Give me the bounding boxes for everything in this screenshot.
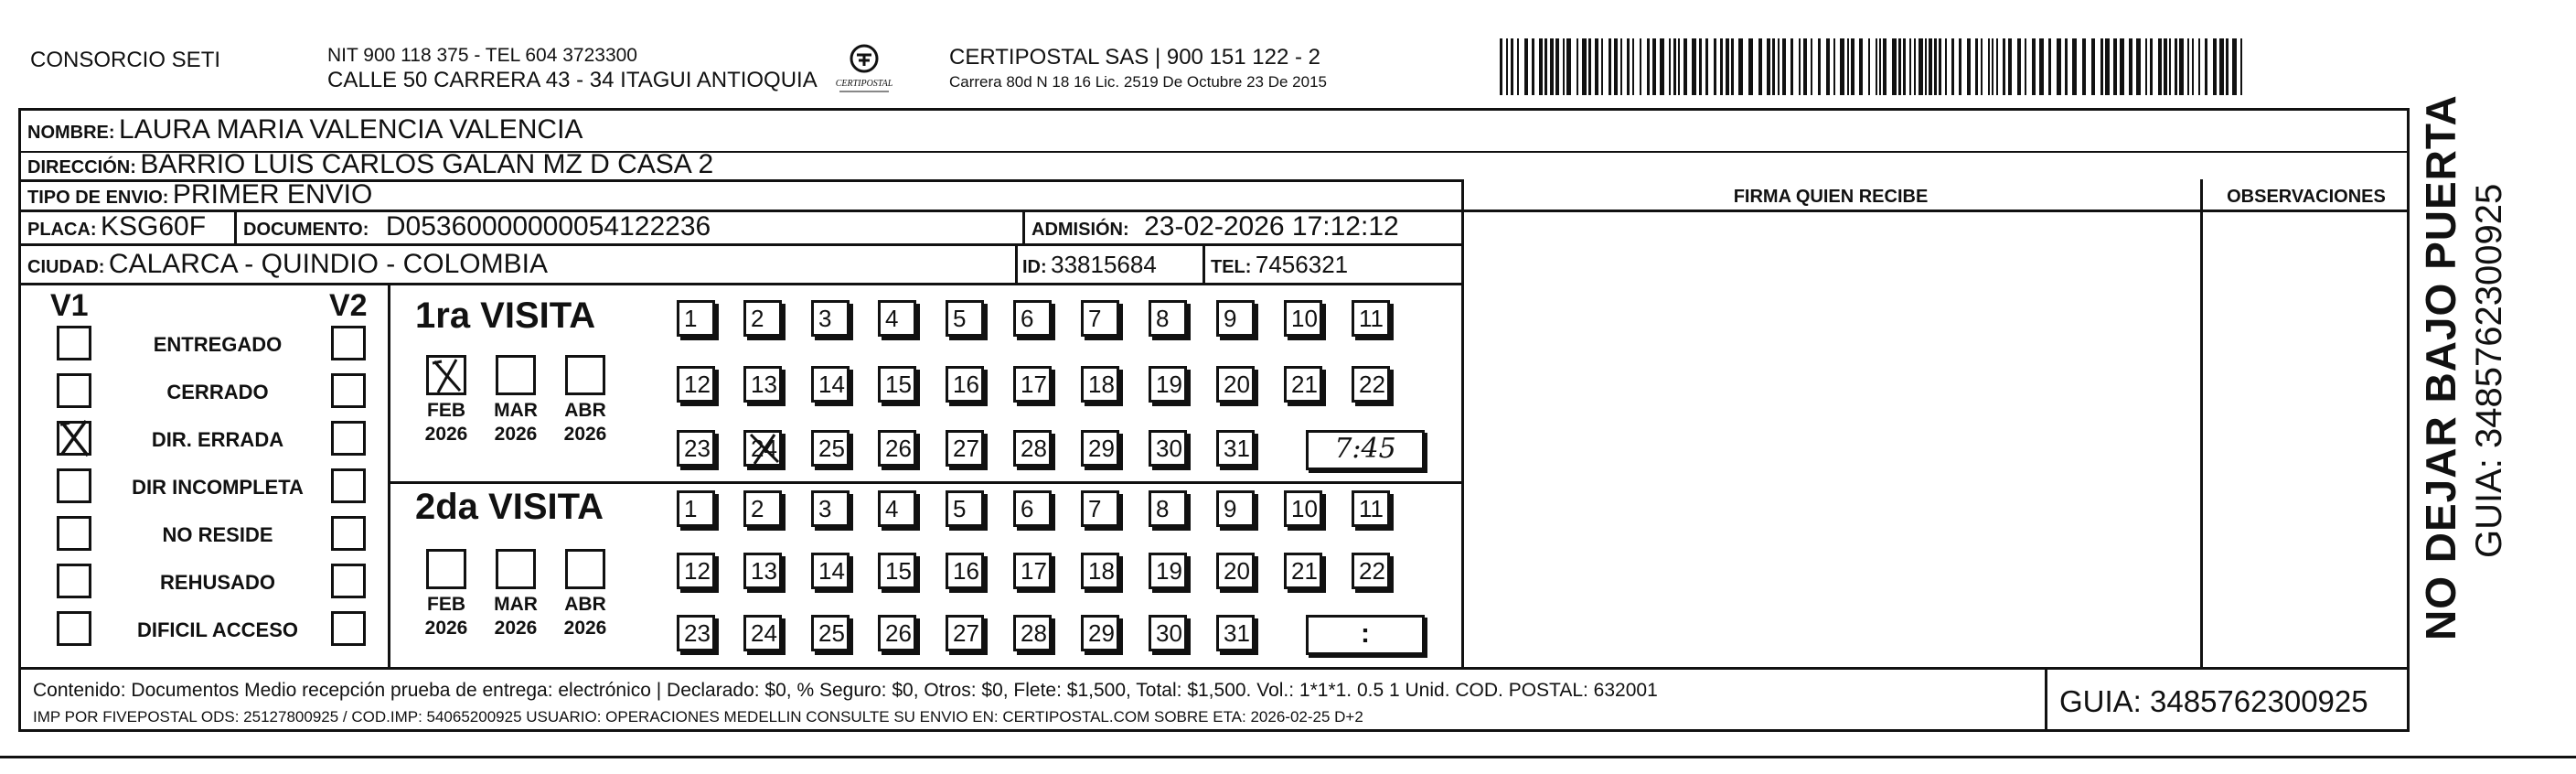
no-dejar-warning: NO DEJAR BAJO PUERTA [2417, 94, 2464, 640]
day-checkbox[interactable]: 15 [878, 366, 916, 403]
firma-header: FIRMA QUIEN RECIBE [1733, 187, 1929, 207]
admission-value: 23-02-2026 17:12:12 [1144, 211, 1399, 242]
day-checkbox[interactable]: 1 [677, 300, 715, 337]
day-checkbox[interactable]: 14 [811, 366, 850, 403]
nombre-label: NOMBRE: [27, 123, 115, 143]
day-checkbox[interactable]: 28 [1013, 430, 1052, 467]
tel-value: 7456321 [1255, 251, 1349, 278]
status-label: DIFICIL ACCESO [136, 618, 298, 641]
barcode [1500, 38, 2248, 95]
plate-value: KSG60F [101, 211, 207, 242]
day-checkbox[interactable]: 15 [878, 553, 916, 589]
day-checkbox[interactable]: 12 [677, 366, 715, 403]
visit-time-field[interactable]: 7:45 [1306, 430, 1425, 470]
footer-print-info: IMP POR FIVEPOSTAL ODS: 25127800925 / COD.IMP: 54065200925 USUARIO: OPERACIONES MEDELLIN CONSULTE SU ENVIO EN: CERTIPOSTAL.COM SOBRE ETA: 2026-02-25 D+2 [33, 708, 1363, 726]
ciudad-label: CIUDAD: [27, 257, 105, 277]
v1-checkbox[interactable] [57, 516, 91, 551]
day-checkbox[interactable]: 7 [1081, 490, 1119, 527]
carrier-license: Carrera 80d N 18 16 Lic. 2519 De Octubre 23 De 2015 [949, 73, 1327, 91]
day-checkbox[interactable]: 8 [1149, 300, 1187, 337]
footer-guia: GUIA: 3485762300925 [2059, 684, 2368, 718]
tel-label: TEL: [1211, 257, 1252, 277]
day-checkbox[interactable]: 10 [1284, 300, 1322, 337]
day-checkbox[interactable]: 16 [946, 553, 984, 589]
day-checkbox[interactable]: 25 [811, 615, 850, 651]
signature-area[interactable] [1464, 212, 2200, 667]
day-checkbox[interactable]: 12 [677, 553, 715, 589]
month-label: MAR 2026 [494, 594, 538, 639]
id-value: 33815684 [1051, 251, 1157, 278]
month-checkbox[interactable] [426, 549, 466, 589]
day-checkbox[interactable]: 6 [1013, 300, 1052, 337]
observations-area[interactable] [2203, 212, 2410, 667]
month-label: MAR 2026 [494, 400, 538, 445]
side-guia: GUIA: 3485762300925 [2469, 183, 2509, 558]
placa-label: PLACA: [27, 220, 97, 240]
first-visit-title: 1ra VISITA [415, 296, 596, 336]
month-checkbox[interactable] [426, 355, 466, 395]
status-label: DIR. ERRADA [151, 428, 284, 451]
city-value: CALARCA - QUINDIO - COLOMBIA [108, 249, 548, 279]
day-checkbox[interactable]: 20 [1216, 553, 1255, 589]
v1-checkbox[interactable] [57, 611, 91, 646]
shipment-type: PRIMER ENVIO [172, 179, 373, 210]
day-checkbox[interactable]: 30 [1149, 430, 1187, 467]
day-checkbox[interactable]: 4 [878, 300, 916, 337]
tipo-envio-label: TIPO DE ENVIO: [27, 188, 169, 208]
day-checkbox[interactable]: 18 [1081, 366, 1119, 403]
status-label: CERRADO [166, 381, 269, 403]
day-checkbox[interactable]: 17 [1013, 366, 1052, 403]
day-checkbox[interactable]: 13 [743, 366, 782, 403]
day-checkbox[interactable]: 14 [811, 553, 850, 589]
day-checkbox[interactable]: 17 [1013, 553, 1052, 589]
status-label: ENTREGADO [153, 333, 283, 356]
day-checkbox[interactable]: 4 [878, 490, 916, 527]
day-checkbox[interactable]: 10 [1284, 490, 1322, 527]
day-checkbox[interactable]: 19 [1149, 366, 1187, 403]
day-checkbox[interactable]: 27 [946, 615, 984, 651]
day-checkbox[interactable]: 5 [946, 300, 984, 337]
day-checkbox[interactable]: 24 [743, 615, 782, 651]
month-checkbox[interactable] [565, 549, 605, 589]
month-label: ABR 2026 [563, 400, 607, 445]
month-checkbox[interactable] [565, 355, 605, 395]
day-checkbox[interactable]: 21 [1284, 553, 1322, 589]
logo-text: CERTIPOSTAL [835, 79, 893, 89]
status-label: DIR INCOMPLETA [132, 476, 304, 499]
day-checkbox[interactable]: 1 [677, 490, 715, 527]
day-checkbox[interactable]: 23 [677, 430, 715, 467]
day-checkbox[interactable]: 26 [878, 615, 916, 651]
day-checkbox[interactable]: 31 [1216, 615, 1255, 651]
day-checkbox[interactable]: 22 [1352, 366, 1390, 403]
day-checkbox[interactable]: 16 [946, 366, 984, 403]
day-checkbox[interactable]: 9 [1216, 300, 1255, 337]
v1-header: V1 [50, 288, 89, 323]
second-visit-title: 2da VISITA [415, 487, 604, 527]
observaciones-header: OBSERVACIONES [2227, 187, 2386, 207]
recipient-name: LAURA MARIA VALENCIA VALENCIA [119, 114, 583, 145]
day-checkbox[interactable]: 8 [1149, 490, 1187, 527]
sender-nit: NIT 900 118 375 - TEL 604 3723300 [327, 45, 637, 66]
day-checkbox[interactable]: 25 [811, 430, 850, 467]
v1-checkbox[interactable] [57, 468, 91, 503]
id-label: ID: [1022, 257, 1047, 277]
carrier-name: CERTIPOSTAL SAS | 900 151 122 - 2 [949, 45, 1320, 70]
day-checkbox[interactable]: 2 [743, 490, 782, 527]
day-checkbox[interactable]: 3 [811, 300, 850, 337]
v1-checkbox[interactable] [57, 564, 91, 598]
day-checkbox[interactable]: 19 [1149, 553, 1187, 589]
day-checkbox[interactable]: 26 [878, 430, 916, 467]
day-checkbox[interactable]: 29 [1081, 615, 1119, 651]
day-checkbox[interactable]: 6 [1013, 490, 1052, 527]
day-checkbox[interactable]: 2 [743, 300, 782, 337]
day-checkbox[interactable]: 13 [743, 553, 782, 589]
visit-time-field[interactable]: : [1306, 615, 1425, 655]
day-checkbox[interactable]: 29 [1081, 430, 1119, 467]
sender-address: CALLE 50 CARRERA 43 - 34 ITAGUI ANTIOQUIA [327, 68, 818, 92]
footer-contents: Contenido: Documentos Medio recepción prueba de entrega: electrónico | Declarado: $0, % Seguro: $0, Otros: $0, Flete: $1,500, Total: $1,500. Vol.: 1*1*1. 0.5 1 Unid. COD. POSTAL: 632001 [33, 680, 1658, 701]
day-checkbox[interactable]: 9 [1216, 490, 1255, 527]
day-checkbox[interactable]: 22 [1352, 553, 1390, 589]
month-label: FEB 2026 [424, 594, 468, 639]
day-checkbox[interactable]: 24 [743, 430, 782, 467]
day-checkbox[interactable]: 23 [677, 615, 715, 651]
month-label: ABR 2026 [563, 594, 607, 639]
month-label: FEB 2026 [424, 400, 468, 445]
month-checkbox[interactable] [496, 355, 536, 395]
v1-checkbox[interactable] [57, 326, 91, 360]
day-checkbox[interactable]: 11 [1352, 300, 1390, 337]
document-value: D05360000000054122236 [385, 211, 711, 242]
day-checkbox[interactable]: 31 [1216, 430, 1255, 467]
recipient-address: BARRIO LUIS CARLOS GALAN MZ D CASA 2 [140, 149, 714, 179]
documento-label: DOCUMENTO: [243, 220, 369, 240]
day-checkbox[interactable]: 20 [1216, 366, 1255, 403]
day-checkbox[interactable]: 27 [946, 430, 984, 467]
check-mark-icon [51, 415, 97, 466]
month-checkbox[interactable] [496, 549, 536, 589]
day-checkbox[interactable]: 7 [1081, 300, 1119, 337]
v2-header: V2 [329, 288, 368, 323]
day-checkbox[interactable]: 18 [1081, 553, 1119, 589]
status-label: NO RESIDE [162, 523, 273, 546]
status-label: REHUSADO [160, 571, 275, 594]
day-checkbox[interactable]: 21 [1284, 366, 1322, 403]
certipostal-logo [832, 40, 896, 97]
sender-name: CONSORCIO SETI [30, 48, 221, 72]
admision-label: ADMISIÓN: [1031, 220, 1129, 240]
day-checkbox[interactable]: 30 [1149, 615, 1187, 651]
day-checkbox[interactable]: 3 [811, 490, 850, 527]
day-checkbox[interactable]: 5 [946, 490, 984, 527]
day-checkbox[interactable]: 28 [1013, 615, 1052, 651]
v1-checkbox[interactable] [57, 373, 91, 408]
day-checkbox[interactable]: 11 [1352, 490, 1390, 527]
direccion-label: DIRECCIÓN: [27, 157, 136, 177]
